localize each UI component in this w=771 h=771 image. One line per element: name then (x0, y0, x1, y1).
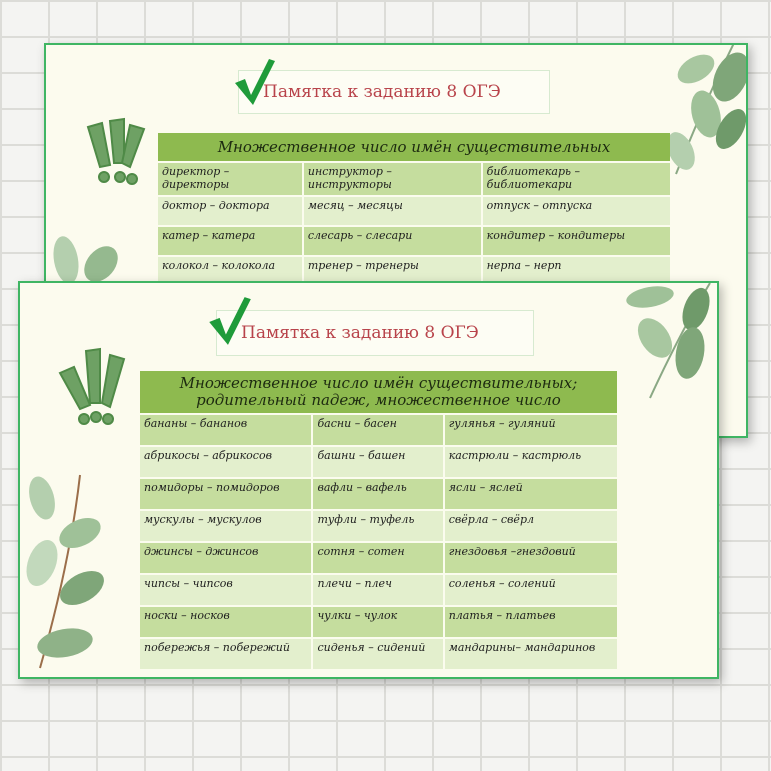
eucalyptus-leaf-icon (20, 473, 115, 673)
table-row (158, 226, 670, 256)
slide-title: Памятка к заданию 8 ОГЭ (263, 82, 501, 102)
table-cell: чипсы – чипсов (140, 574, 312, 606)
table-cell: слесарь – слесари (303, 226, 482, 256)
table-cell: ясли – яслей (444, 478, 617, 510)
table-cell: месяц – месяцы (303, 196, 482, 226)
memo-slide-front (18, 281, 719, 679)
table-cell: мускулы – мускулов (140, 510, 312, 542)
table-row (140, 510, 617, 542)
table-cell: кастрюли – кастрюль (444, 446, 617, 478)
table-row (140, 638, 617, 670)
table-cell: плечи – плеч (312, 574, 443, 606)
table-cell: туфли – туфель (312, 510, 443, 542)
table-cell: абрикосы – абрикосов (140, 446, 312, 478)
table-cell: кондитер – кондитеры (482, 226, 670, 256)
table-cell: мандарины– мандаринов (444, 638, 617, 670)
table-cell: басни – басен (312, 414, 443, 446)
table-cell: директор – директоры (158, 162, 303, 196)
table-cell: платья – платьев (444, 606, 617, 638)
plural-nouns-table-back (158, 133, 670, 287)
checkmark-icon (233, 57, 275, 107)
table-cell: тренер – тренеры (303, 256, 482, 286)
table-cell: бананы – бананов (140, 414, 312, 446)
eucalyptus-leaf-icon (610, 283, 717, 403)
table-header-line: Множественное число имён существительных; (179, 374, 578, 392)
table-row (140, 574, 617, 606)
table-row (140, 478, 617, 510)
table-cell: колокол – колокола (158, 256, 303, 286)
table-cell: свёрла – свёрл (444, 510, 617, 542)
table-row (140, 446, 617, 478)
slide-title-box (216, 310, 534, 356)
table-cell: башни – башен (312, 446, 443, 478)
table-cell: сиденья – сидений (312, 638, 443, 670)
table-header (140, 371, 617, 414)
table-cell: инструктор – инструкторы (303, 162, 482, 196)
table-cell: сотня – сотен (312, 542, 443, 574)
table-row (140, 542, 617, 574)
table-row (140, 414, 617, 446)
table-cell: отпуск – отпуска (482, 196, 670, 226)
table-header: Множественное число имён существительных (158, 133, 670, 162)
table-cell: побережья – побережий (140, 638, 312, 670)
table-row (158, 162, 670, 196)
table-cell: нерпа – нерп (482, 256, 670, 286)
table-header-line: родительный падеж, множественное число (196, 391, 561, 409)
table-cell: гнездовья –гнездовий (444, 542, 617, 574)
table-cell: доктор – доктора (158, 196, 303, 226)
slide-title-box (238, 70, 550, 114)
table-cell: джинсы – джинсов (140, 542, 312, 574)
table-cell: гулянья – гуляний (444, 414, 617, 446)
table-cell: носки – носков (140, 606, 312, 638)
table-cell: чулки – чулок (312, 606, 443, 638)
table-cell: вафли – вафель (312, 478, 443, 510)
table-cell: помидоры – помидоров (140, 478, 312, 510)
genitive-plural-table-front (140, 371, 617, 671)
slide-title: Памятка к заданию 8 ОГЭ (241, 323, 479, 343)
table-cell: соленья – солений (444, 574, 617, 606)
exclamation-icon (80, 115, 150, 195)
checkmark-icon (207, 295, 251, 347)
table-row (158, 196, 670, 226)
table-cell: катер – катера (158, 226, 303, 256)
table-cell: библиотекарь – библиотекари (482, 162, 670, 196)
exclamation-icon (54, 345, 132, 435)
table-row (140, 606, 617, 638)
